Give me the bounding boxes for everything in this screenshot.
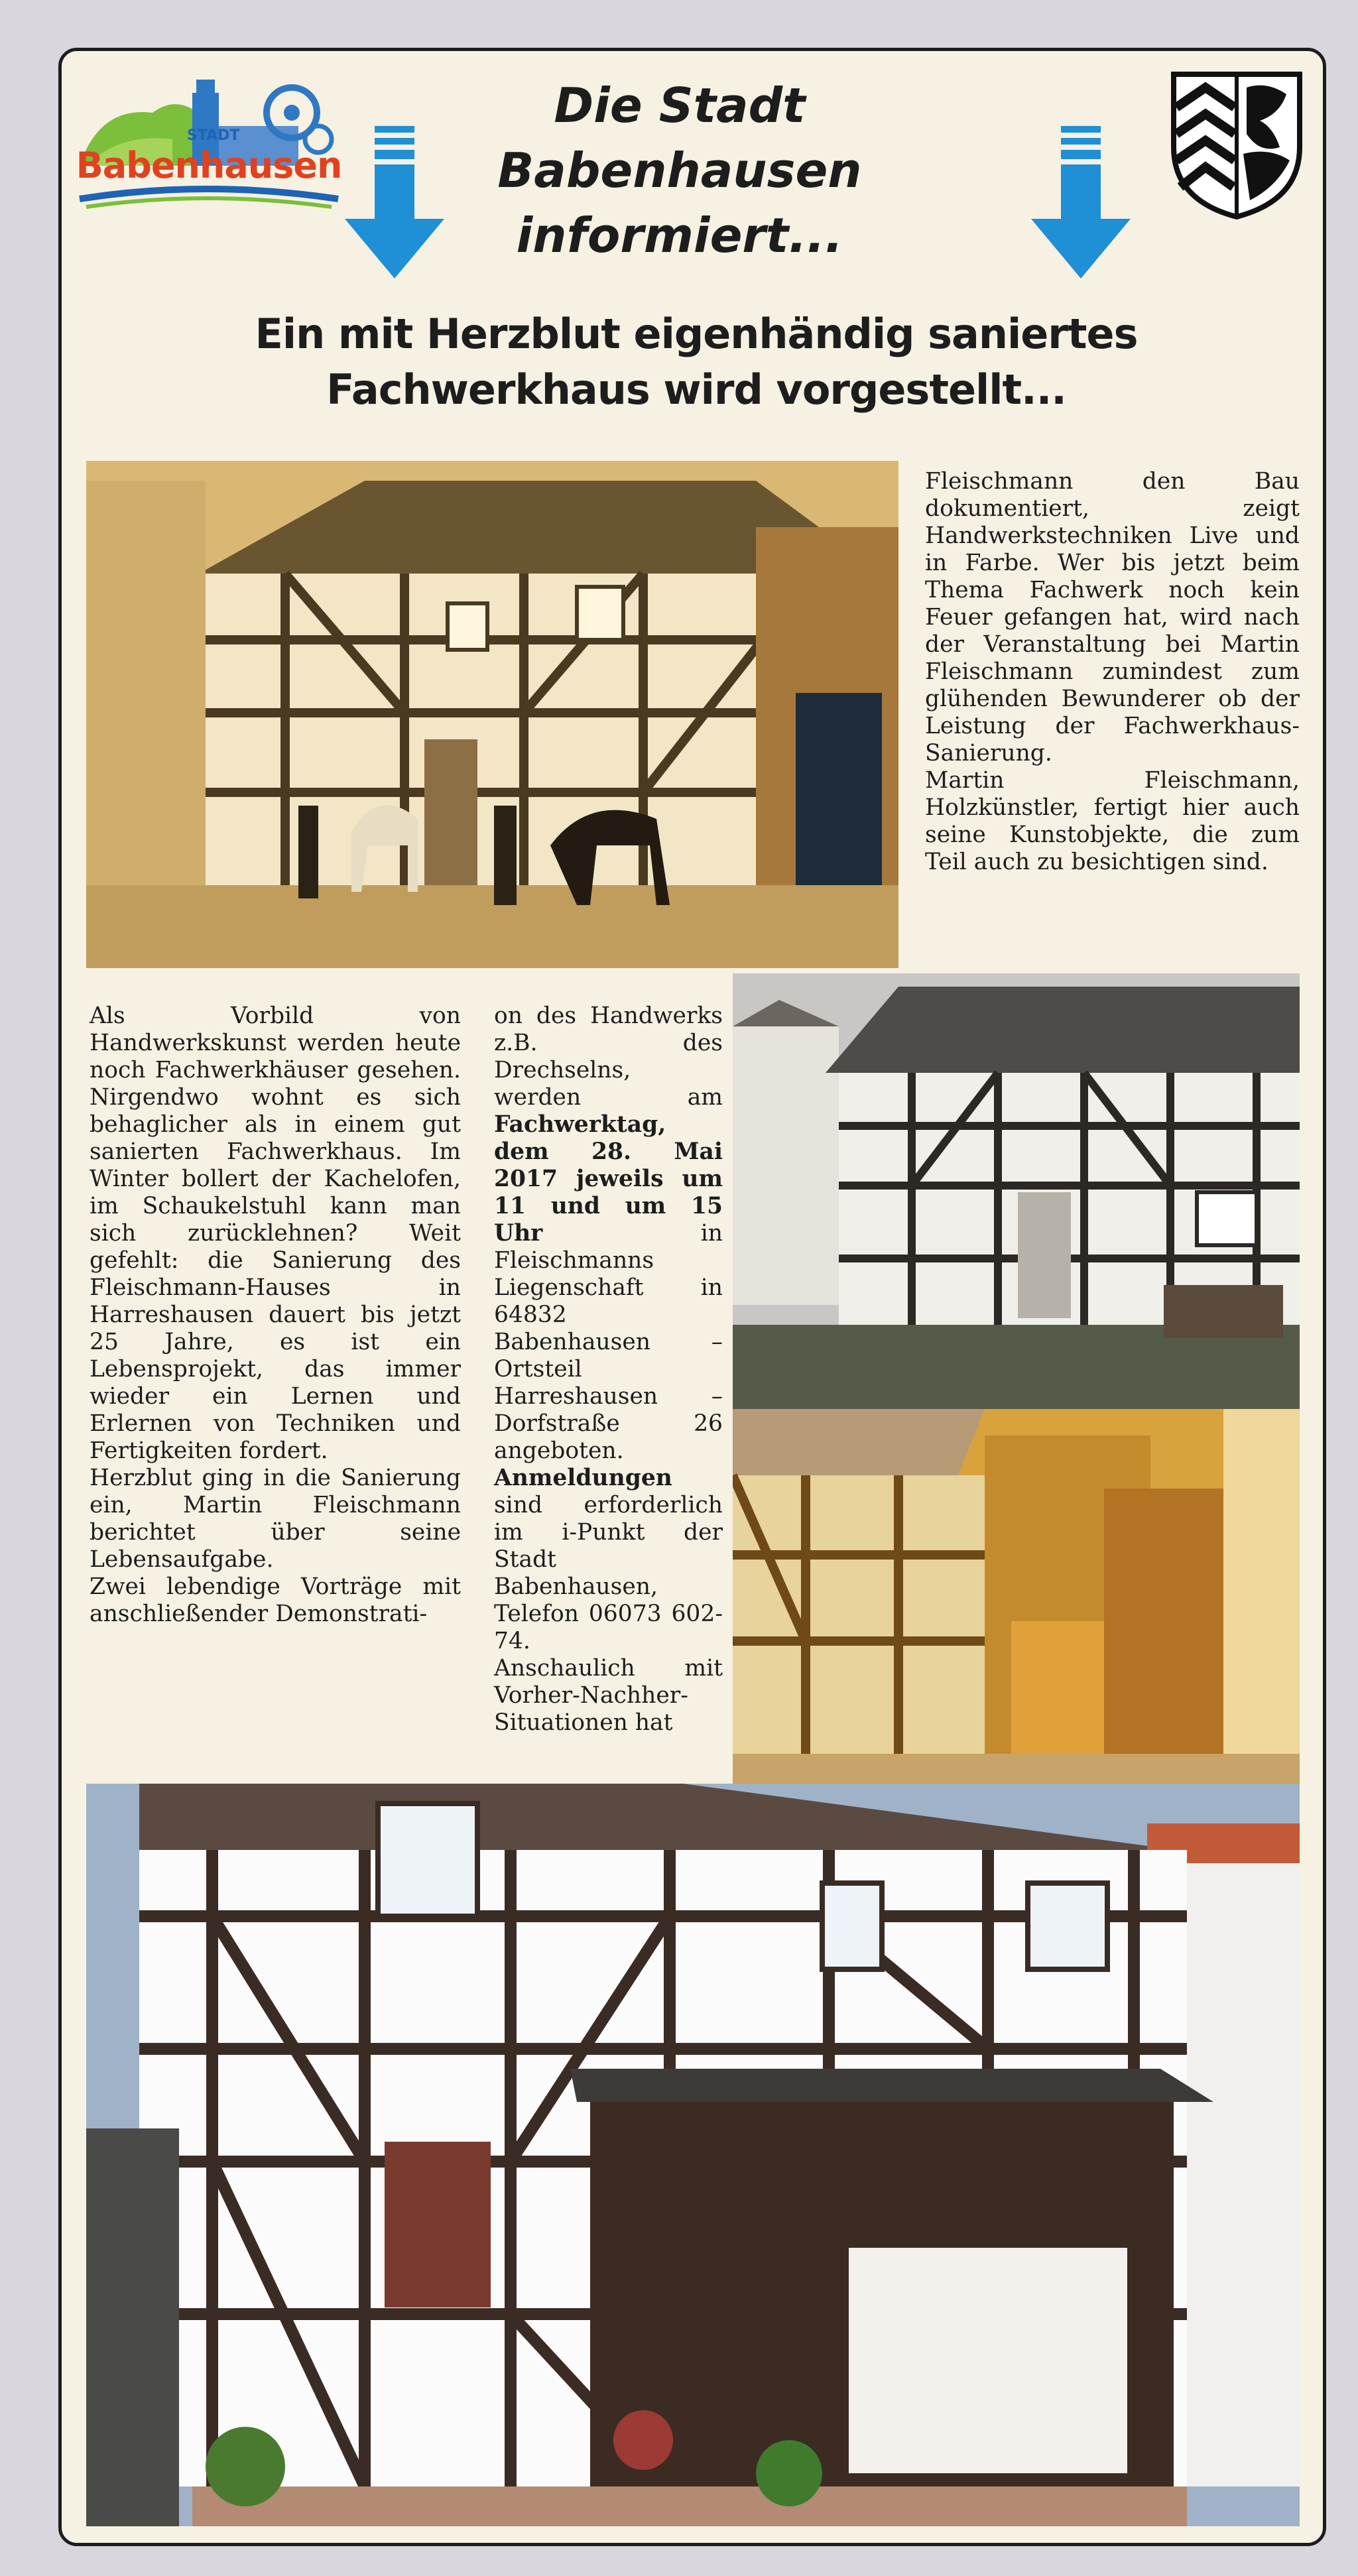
article-headline <box>199 306 1194 418</box>
middle-text-b: in Fleischmanns Liegenschaft in 64832 Babenhausen – Ortsteil Harreshausen – Dorfstraße 26 angeboten. <box>494 1220 723 1464</box>
middle-text-bold-registration: Anmeldungen <box>494 1465 672 1491</box>
header-title-line2: informiert... <box>516 208 843 263</box>
renovated-house-photo <box>86 1784 1300 2526</box>
coat-of-arms-icon <box>1167 68 1306 220</box>
header-title-line1: Die Stadt Babenhausen <box>497 78 862 198</box>
historic-house-photo <box>86 461 898 968</box>
arrow-down-icon <box>1031 126 1131 285</box>
logo-name: Babenhausen <box>76 145 342 186</box>
headline-line2: Fachwerkhaus wird vorgestellt... <box>326 365 1066 414</box>
house-renovation-photo <box>733 1409 1300 1784</box>
article-text-middle-column <box>494 1003 723 1737</box>
logo-stadt-label: STADT <box>187 127 240 144</box>
article-text-left-column: Als Vorbild von Handwerkskunst werden heute noch Fachwerkhäuser gesehen. Nirgendwo wohnt es sich behaglicher als in einem gut sanierten Fachwerkhaus. Im Winter bollert der Kachelofen, im Schaukelstuhl kann man sich zurücklehnen? Weit gefehlt: die Sanierung des Fleischmann-Hauses in Harreshausen dauert bis jetzt 25 Jahre, es ist ein Lebensprojekt, das immer wieder ein Lernen und Erlernen von Techniken und Fertigkeiten fordert. Herzblut ging in die Sanierung ein, Martin Fleischmann berichtet über seine Lebensaufgabe. Zwei lebendige Vorträge mit anschließender Demonstrati- <box>90 1003 461 1627</box>
house-before-photo <box>733 973 1300 1409</box>
middle-text-a: on des Handwerks z.B. des Drechselns, werden am <box>494 1003 723 1111</box>
header-title <box>438 73 922 268</box>
babenhausen-logo <box>73 66 345 219</box>
middle-text-bold-date: Fachwerktag, dem 28. Mai 2017 jeweils um 11 und um 15 Uhr <box>494 1111 723 1247</box>
article-text-right-top: Fleischmann den Bau dokumentiert, zeigt Handwerkstechniken Live und in Farbe. Wer bis jetzt beim Thema Fachwerk noch kein Feuer gefangen hat, wird nach der Veranstaltung bei Martin Fleischmann zumindest zum glühenden Bewunderer ob der Leistung der Fachwerkhaus-Sanierung. Martin Fleischmann, Holzkünstler, fertigt hier auch seine Kunstobjekte, die zum Teil auch zu besichtigen sind. <box>925 468 1300 875</box>
headline-line1: Ein mit Herzblut eigenhändig saniertes <box>255 310 1138 358</box>
middle-text-c: sind erforderlich im i-Punkt der Stadt Babenhausen, Telefon 06073 602-74. Anschaulich mit Vorher-Nachher-Situationen hat <box>494 1492 723 1736</box>
arrow-down-icon <box>345 126 444 285</box>
